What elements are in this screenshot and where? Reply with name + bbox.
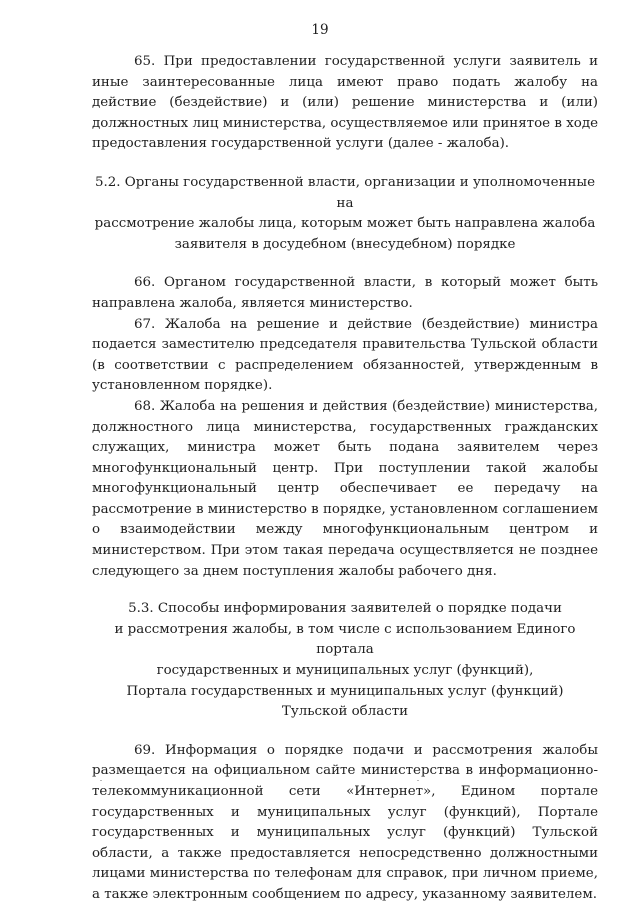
document-body: [92, 52, 598, 906]
heading-line: и рассмотрения жалобы, в том числе с использованием Единого портала: [114, 621, 576, 658]
heading-line: 5.2. Органы государственной власти, организации и уполномоченные на: [94, 174, 595, 211]
paragraph-68: 68. Жалоба на решения и действия (бездействие) министерства, должностного лица министерства, государственных гражданских служащих, министра может быть подана заявителем через многофункциональный центр. При поступлении такой жалобы многофункциональный центр обеспечивает ее передачу на рассмотрение в министерство в порядке, установленном соглашением о взаимодействии между многофункциональным центром и министерством. При этом такая передача осуществляется не позднее следующего за днем поступления жалобы рабочего дня.: [92, 398, 598, 579]
scan-artifact-line: [417, 780, 419, 781]
heading-line: 5.3. Способы информирования заявителей о порядке подачи: [128, 601, 562, 617]
section-heading-5-3: [92, 599, 598, 723]
paragraph-66: 66. Органом государственной власти, в который может быть направлена жалоба, является министерство.: [92, 275, 598, 311]
heading-line: рассмотрение жалобы лица, которым может быть направлена жалоба: [94, 216, 596, 232]
section-heading-5-2: [92, 173, 598, 255]
heading-line: заявителя в досудебном (внесудебном) порядке: [174, 236, 516, 252]
scan-artifact-line: [100, 780, 102, 781]
heading-line: государственных и муниципальных услуг (функций),: [156, 663, 534, 679]
heading-line: Тульской области: [281, 704, 409, 720]
paragraph-65: 65. При предоставлении государственной услуги заявитель и иные заинтересованные лица имеют право подать жалобу на действие (бездействие) и (или) решение министерства и (или) должностных лиц министерства, осуществляемое или принятое в ходе предоставления государственной услуги (далее - жалоба).: [92, 54, 598, 152]
page-number: 19: [311, 22, 329, 38]
heading-line: Портала государственных и муниципальных услуг (функций): [126, 683, 564, 699]
paragraph-67: 67. Жалоба на решение и действие (бездействие) министра подается заместителю председателя правительства Тульской области (в соответствии с распределением обязанностей, утвержденным в установленном порядке).: [92, 316, 598, 394]
paragraph-69: 69. Информация о порядке подачи и рассмотрения жалобы размещается на официальном сайте министерства в информационно-телекоммуникационной сети «Интернет», Едином портале государственных и муниципальных услуг (функций), Портале государственных и муниципальных услуг (функций) Тульской области, а также предоставляется непосредственно должностными лицами министерства по телефонам для справок, при личном приеме, а также электронным сообщением по адресу, указанному заявителем.: [92, 742, 598, 902]
